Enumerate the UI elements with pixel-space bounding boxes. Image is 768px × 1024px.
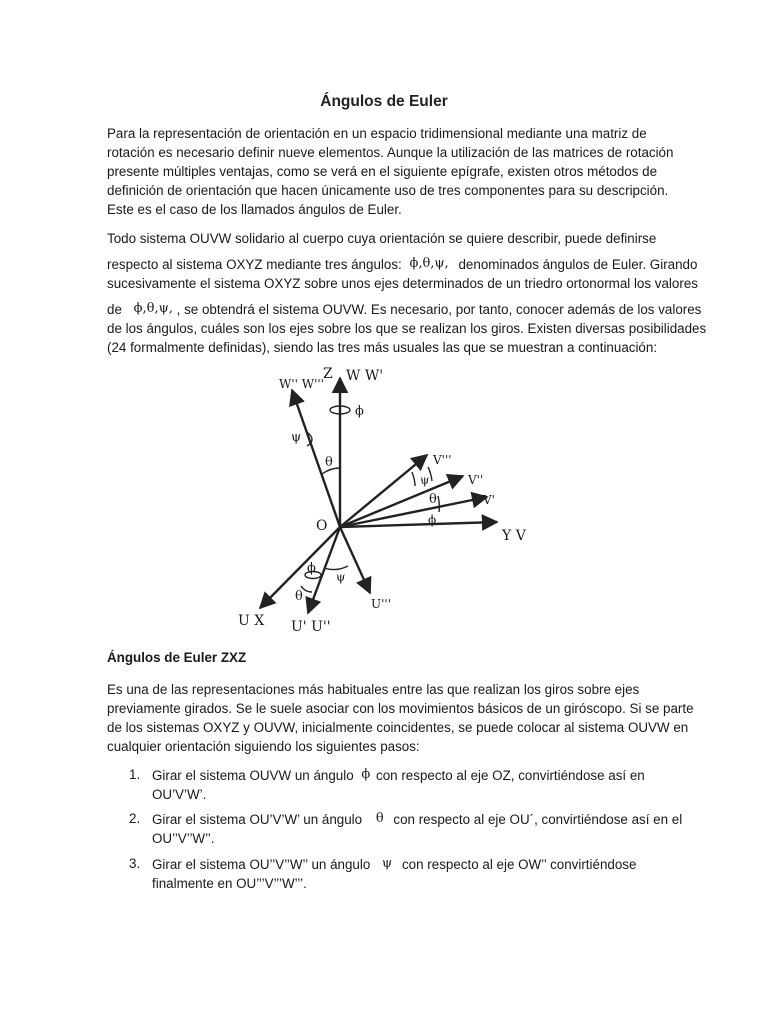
phi-symbol: ϕ xyxy=(361,767,371,782)
list-item xyxy=(107,765,667,804)
paragraph-line: de los ángulos, cuáles son los ejes sobre los que se realizan los giros. Existen diversas posibilidades xyxy=(107,321,707,336)
section-heading-zxz: Ángulos de Euler ZXZ xyxy=(107,650,247,665)
paragraph-text: de xyxy=(107,302,122,317)
step-text: OU’’V’’W’’. xyxy=(152,831,215,846)
intro-line: presente múltiples ventajas, como se verá en el siguiente epígrafe, existen otros métodos de xyxy=(107,164,658,179)
page-title: Ángulos de Euler xyxy=(320,93,448,110)
v-triple-prime-axis xyxy=(340,455,430,527)
step-line xyxy=(152,765,667,785)
step-line xyxy=(152,809,683,829)
list-item xyxy=(107,809,683,848)
intro-line: Para la representación de orientación en un espacio tridimensional mediante una matriz de xyxy=(107,126,647,141)
phi-arc-right xyxy=(438,496,439,512)
theta-symbol: θ xyxy=(375,811,384,826)
step-text: con respecto al eje OU´, convirtiéndose así en el xyxy=(393,812,683,827)
step-number: 2. xyxy=(129,811,141,826)
euler-angles-symbols: ϕ,θ,ψ, xyxy=(133,301,173,316)
step-line xyxy=(152,854,667,874)
phi-label-bottom: ϕ xyxy=(307,561,316,576)
paragraph-line xyxy=(107,254,698,274)
step-number: 1. xyxy=(129,767,141,782)
step-text: Girar el sistema OUVW un ángulo xyxy=(152,768,354,783)
paragraph-text: , se obtendrá el sistema OUVW. Es necesario, por tanto, conocer además de los valores xyxy=(176,302,702,317)
zxz-line: previamente girados. Se le suele asociar con los movimientos básicos de un giróscopo. Si se parte xyxy=(107,701,694,716)
intro-line: definición de orientación que hacen únicamente uso de tres componentes para su descripción. xyxy=(107,183,669,198)
phi-label-right: ϕ xyxy=(428,513,437,527)
psi-label-right: ψ xyxy=(420,473,430,487)
step-text: finalmente en OU’’’V’’’W’’’. xyxy=(152,876,307,891)
u-triple-label: U''' xyxy=(371,597,392,611)
list-item xyxy=(107,854,667,893)
intro-line: rotación es necesario definir nueve elementos. Aunque la utilización de las matrices de rotación xyxy=(107,145,674,160)
yv-axis-label: Y V xyxy=(502,528,526,544)
theta-label-bottom: θ xyxy=(295,589,303,604)
euler-angles-diagram xyxy=(225,360,545,640)
paragraph-text: respecto al sistema OXYZ mediante tres ángulos: xyxy=(107,257,402,272)
psi-label-bottom: ψ xyxy=(336,570,346,584)
ww-axis-label: W W' xyxy=(346,368,384,384)
zxz-steps-list xyxy=(107,765,683,898)
v-double-prime-axis xyxy=(340,476,463,527)
v-triple-label: V''' xyxy=(433,453,452,467)
paragraph-line xyxy=(107,299,702,319)
v-prime-label: V' xyxy=(483,493,495,507)
paragraph-text: denominados ángulos de Euler. Girando xyxy=(458,257,698,272)
z-axis-label: Z xyxy=(323,366,333,382)
zxz-paragraph xyxy=(107,680,694,756)
theta-label-right: θ xyxy=(429,492,437,507)
euler-definition-paragraph xyxy=(107,229,707,357)
psi-arc-right xyxy=(412,472,415,486)
step-text: con respecto al eje OW’’ convirtiéndose xyxy=(401,857,637,872)
intro-paragraph xyxy=(107,124,674,219)
step-number: 3. xyxy=(129,856,141,871)
zxz-line: cualquier orientación siguiendo los siguientes pasos: xyxy=(107,739,420,754)
theta-label-top: θ xyxy=(325,455,333,470)
w-double-triple-label: W'' W''' xyxy=(279,377,324,391)
paragraph-line: Todo sistema OUVW solidario al cuerpo cuya orientación se quiere describir, puede definirse xyxy=(107,231,657,246)
zxz-line: de los sistemas OXYZ y OUVW, inicialmente coincidentes, se puede colocar al sistema OUVW en xyxy=(107,720,689,735)
paragraph-line: (24 formalmente definidas), siendo las tres más usuales las que se muestran a continuación: xyxy=(107,340,658,355)
v-double-label: V'' xyxy=(468,473,484,487)
step-text: Girar el sistema OU’’V’’W’’ un ángulo xyxy=(152,857,371,872)
step-text: con respecto al eje OZ, convirtiéndose así en xyxy=(376,768,645,783)
paragraph-line: sucesivamente el sistema OXYZ sobre unos ejes determinados de un triedro ortonormal los valores xyxy=(107,276,698,291)
origin-label: O xyxy=(316,518,328,534)
psi-label-top: ψ xyxy=(291,430,302,445)
step-text: Girar el sistema OU’V’W’ un ángulo xyxy=(152,812,363,827)
step-text: OU’V’W’. xyxy=(152,787,207,802)
ux-axis-label: U X xyxy=(238,613,265,629)
psi-symbol: ψ xyxy=(382,856,393,871)
zxz-line: Es una de las representaciones más habituales entre las que realizan los giros sobre ejes xyxy=(107,682,640,697)
euler-angles-symbols: ϕ,θ,ψ, xyxy=(409,256,449,271)
phi-label-top: ϕ xyxy=(355,404,364,419)
uu-axis-label: U' U'' xyxy=(291,619,331,635)
intro-line: Este es el caso de los llamados ángulos de Euler. xyxy=(107,202,402,217)
